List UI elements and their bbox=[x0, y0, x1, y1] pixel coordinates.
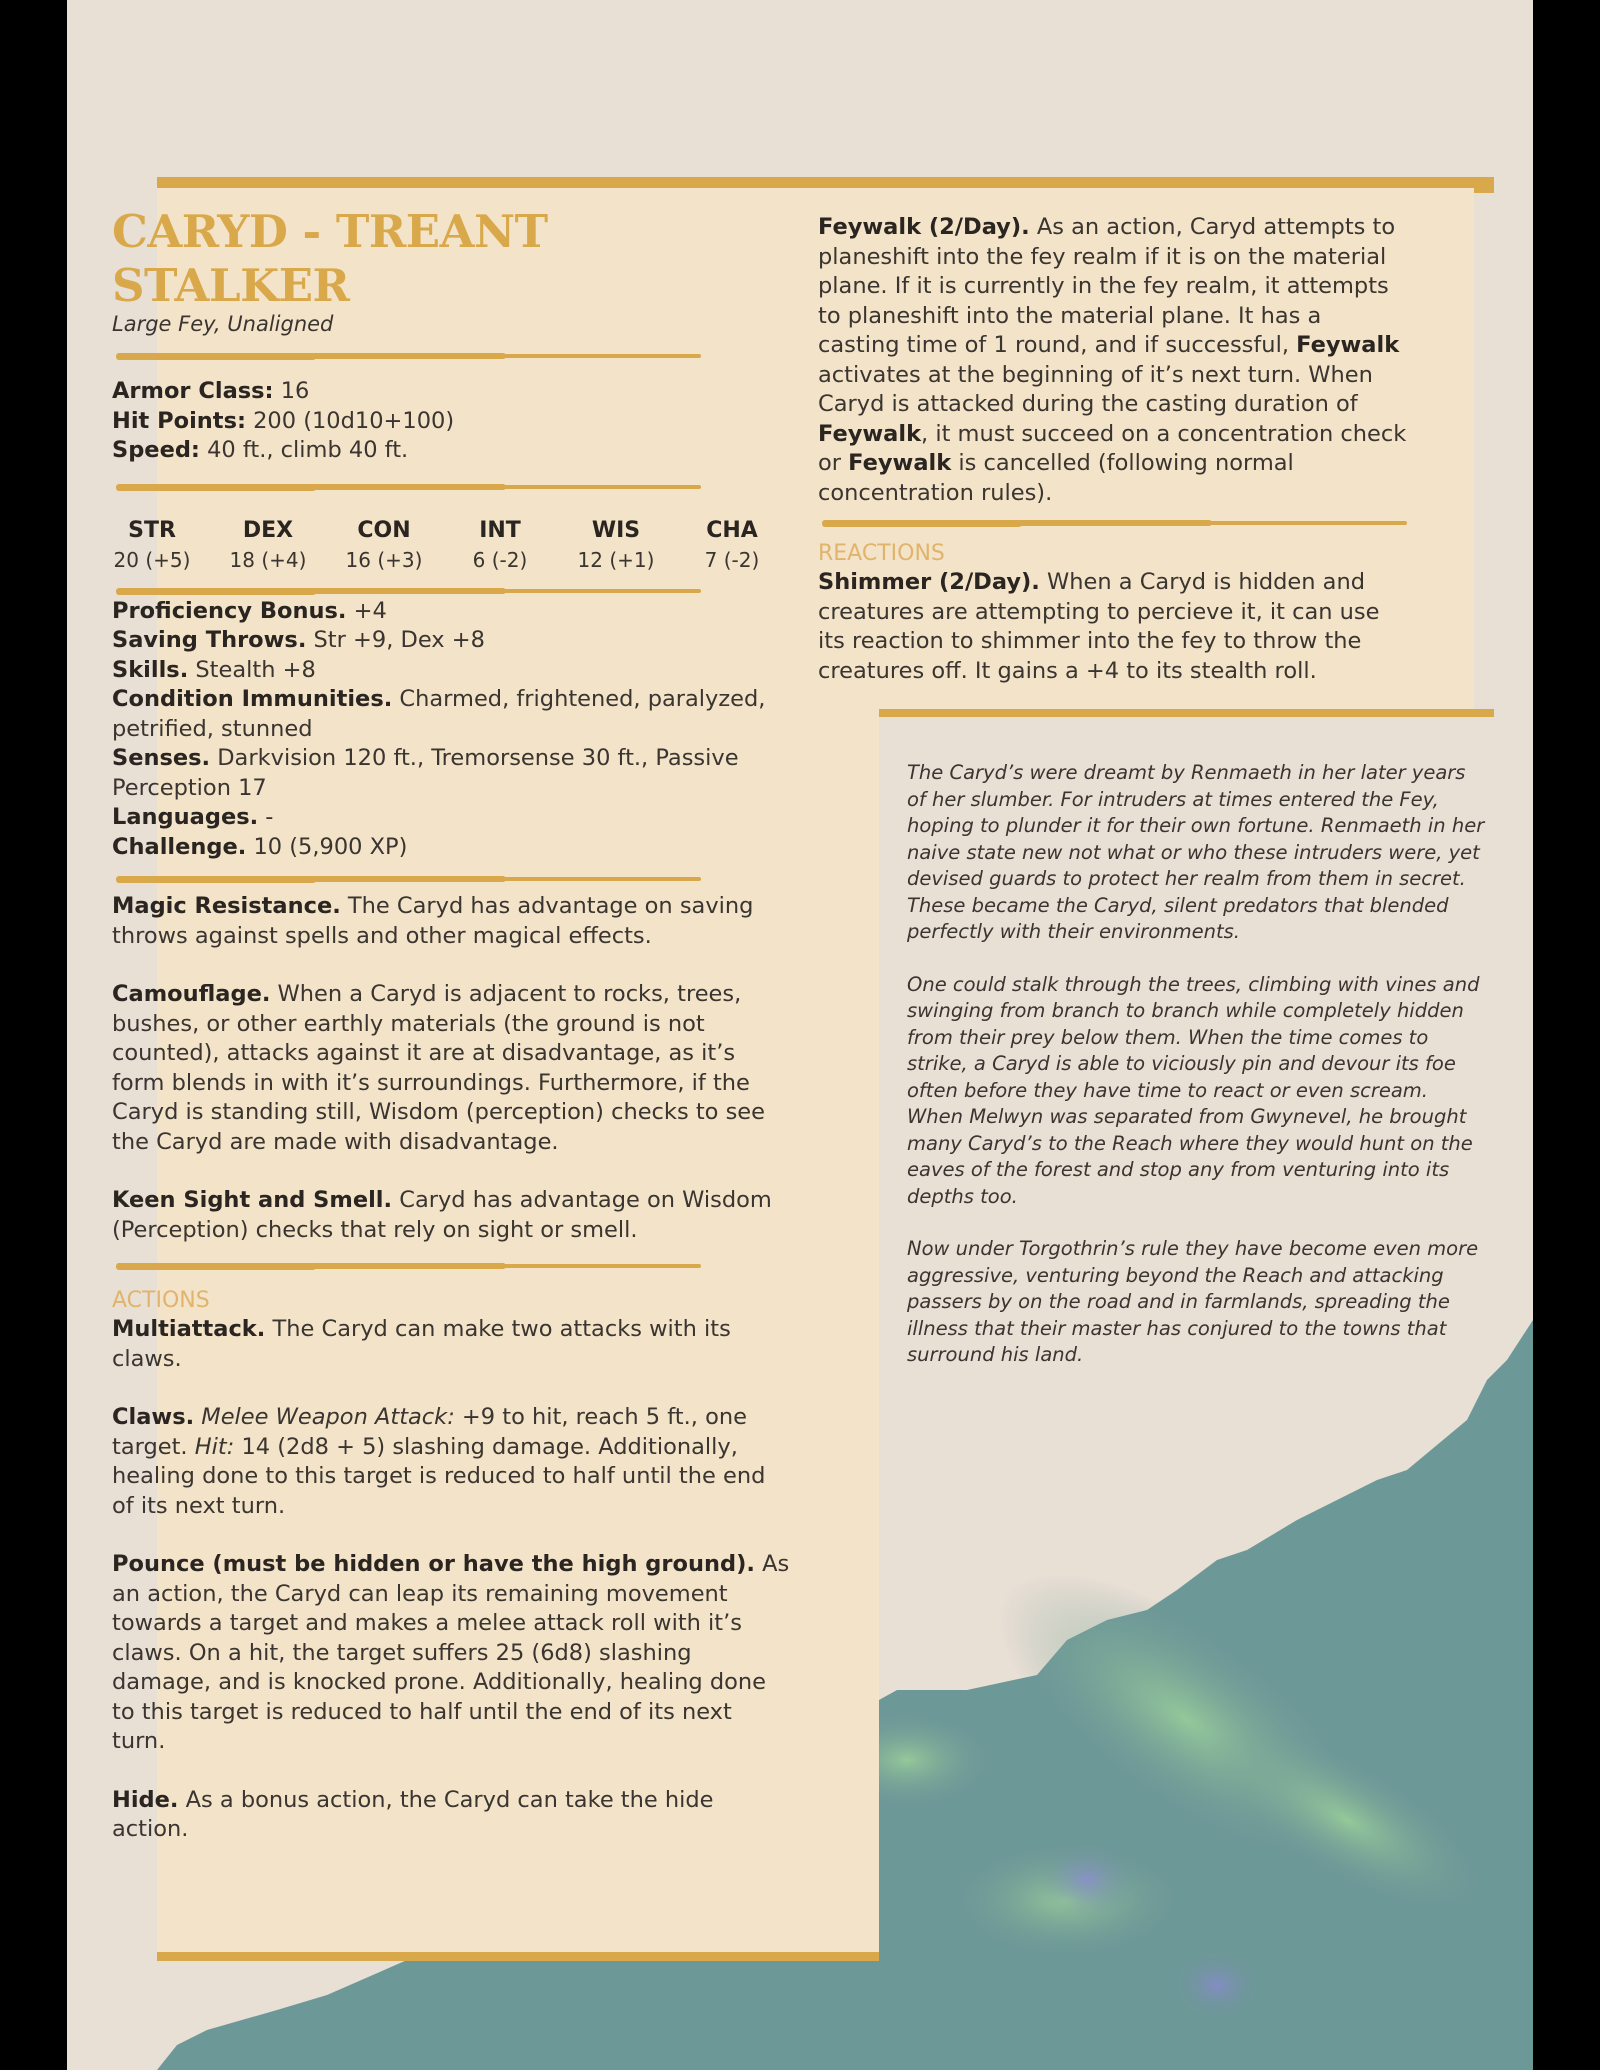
lore-paragraph: One could stalk through the trees, climbing with vines and swinging from branch to branch while completely hidden from their prey below them. When the time comes to strike, a Caryd is able to viciously pin and devour its foe often before they have time to react or even scream. When Melwyn was separated from Gwynevel, he brought many Caryd’s to the Reach where they would hunt on the eaves of the forest and stop any from venturing into its depths too. bbox=[907, 972, 1480, 1208]
saving-throws: Saving Throws. Str +9, Dex +8 bbox=[112, 627, 485, 653]
ability-wis: WIS 12 (+1) bbox=[577, 517, 655, 572]
reactions-heading: REACTIONS bbox=[818, 541, 945, 566]
lore-text bbox=[907, 760, 1487, 1395]
lore-paragraph: The Caryd’s were dreamt by Renmaeth in her later years of her slumber. For intruders at times entered the Fey, hoping to plunder it for their own fortune. Renmaeth in her naive state new not what or who these intruders were, yet devised guards to protect her realm from them in secret. These became the Caryd, silent predators that blended perfectly with their environments. bbox=[907, 761, 1485, 943]
ability-str: STR 20 (+5) bbox=[113, 517, 191, 572]
ability-int: INT 6 (-2) bbox=[472, 517, 528, 572]
creature-type: Large Fey, Unaligned bbox=[112, 312, 334, 336]
action-claws: Claws. Melee Weapon Attack: +9 to hit, reach 5 ft., one target. Hit: 14 (2d8 + 5) slashing damage. Additionally, healing done to this target is reduced to half until the end of its next turn. bbox=[112, 1404, 766, 1519]
traits bbox=[112, 892, 792, 1245]
proficiency-bonus: Proficiency Bonus. +4 bbox=[112, 597, 387, 624]
left-panel-bottom-bar bbox=[157, 1952, 879, 1961]
condition-immunities: Condition Immunities. Charmed, frightened, paralyzed, petrified, stunned bbox=[112, 686, 766, 742]
divider bbox=[116, 1263, 702, 1269]
trait-magic-resistance: Magic Resistance. The Caryd has advantage on saving throws against spells and other magical effects. bbox=[112, 893, 754, 949]
divider bbox=[116, 876, 702, 882]
action-hide: Hide. As a bonus action, the Caryd can take the hide action. bbox=[112, 1786, 714, 1842]
creature-name: CARYD - TREANT STALKER bbox=[112, 205, 548, 312]
ability-cha: CHA 7 (-2) bbox=[704, 517, 760, 572]
core-stats bbox=[112, 377, 792, 466]
action-feywalk: Feywalk (2/Day). As an action, Caryd attempts to planeshift into the fey realm if it is on the material plane. If it is currently in the fey realm, it attempts to planeshift into the material plane. It has a casting time of 1 round, and if successful, Feywalk activates at the beginning of it’s next turn. When Caryd is attacked during the casting duration of Feywalk, it must succeed on a concentration check or Feywalk is cancelled (following normal concentration rules). bbox=[818, 214, 1407, 506]
trait-camouflage: Camouflage. When a Caryd is adjacent to rocks, trees, bushes, or other earthly materials (the ground is not counted), attacks against it are at disadvantage, as it’s form blends in with it’s surroundings. Furthermore, if the Caryd is standing still, Wisdom (perception) checks to see the Caryd are made with disadvantage. bbox=[112, 981, 765, 1155]
ability-dex: DEX 18 (+4) bbox=[229, 517, 307, 572]
divider bbox=[822, 520, 1408, 526]
properties bbox=[112, 597, 792, 863]
ability-scores bbox=[112, 516, 772, 574]
lore-paragraph: Now under Torgothrin’s rule they have become even more aggressive, venturing beyond the Reach and attacking passers by on the road and in farmlands, spreading the illness that their master has conjured to the towns that surround his land. bbox=[907, 1237, 1479, 1366]
skills: Skills. Stealth +8 bbox=[112, 656, 316, 683]
challenge: Challenge. 10 (5,900 XP) bbox=[112, 833, 408, 860]
statblock-left-column bbox=[112, 205, 792, 1845]
armor-class: Armor Class: 16 bbox=[112, 378, 310, 404]
actions bbox=[112, 1315, 792, 1845]
ability-con: CON 16 (+3) bbox=[345, 517, 423, 572]
divider bbox=[116, 353, 702, 359]
right-panel-bottom-bar bbox=[879, 709, 1494, 717]
hit-points: Hit Points: 200 (10d10+100) bbox=[112, 407, 455, 434]
trait-keen-sight-smell: Keen Sight and Smell. Caryd has advantage on Wisdom (Perception) checks that rely on sight or smell. bbox=[112, 1187, 772, 1243]
action-multiattack: Multiattack. The Caryd can make two attacks with its claws. bbox=[112, 1316, 731, 1372]
languages: Languages. - bbox=[112, 804, 274, 830]
divider bbox=[116, 588, 702, 594]
action-pounce: Pounce (must be hidden or have the high ground). As an action, the Caryd can leap its remaining movement towards a target and makes a melee attack roll with it’s claws. On a hit, the target suffers 25 (6d8) slashing damage, and is knocked prone. Additionally, healing done to this target is reduced to half until the end of its next turn. bbox=[112, 1551, 790, 1754]
speed: Speed: 40 ft., climb 40 ft. bbox=[112, 437, 409, 463]
senses: Senses. Darkvision 120 ft., Tremorsense 30 ft., Passive Perception 17 bbox=[112, 745, 739, 801]
statblock-right-column bbox=[818, 213, 1408, 686]
divider bbox=[116, 484, 702, 490]
reaction-shimmer: Shimmer (2/Day). When a Caryd is hidden and creatures are attempting to percieve it, it can use its reaction to shimmer into the fey to throw the creatures off. It gains a +4 to its stealth roll. bbox=[818, 569, 1380, 684]
actions-heading: ACTIONS bbox=[112, 1288, 210, 1313]
